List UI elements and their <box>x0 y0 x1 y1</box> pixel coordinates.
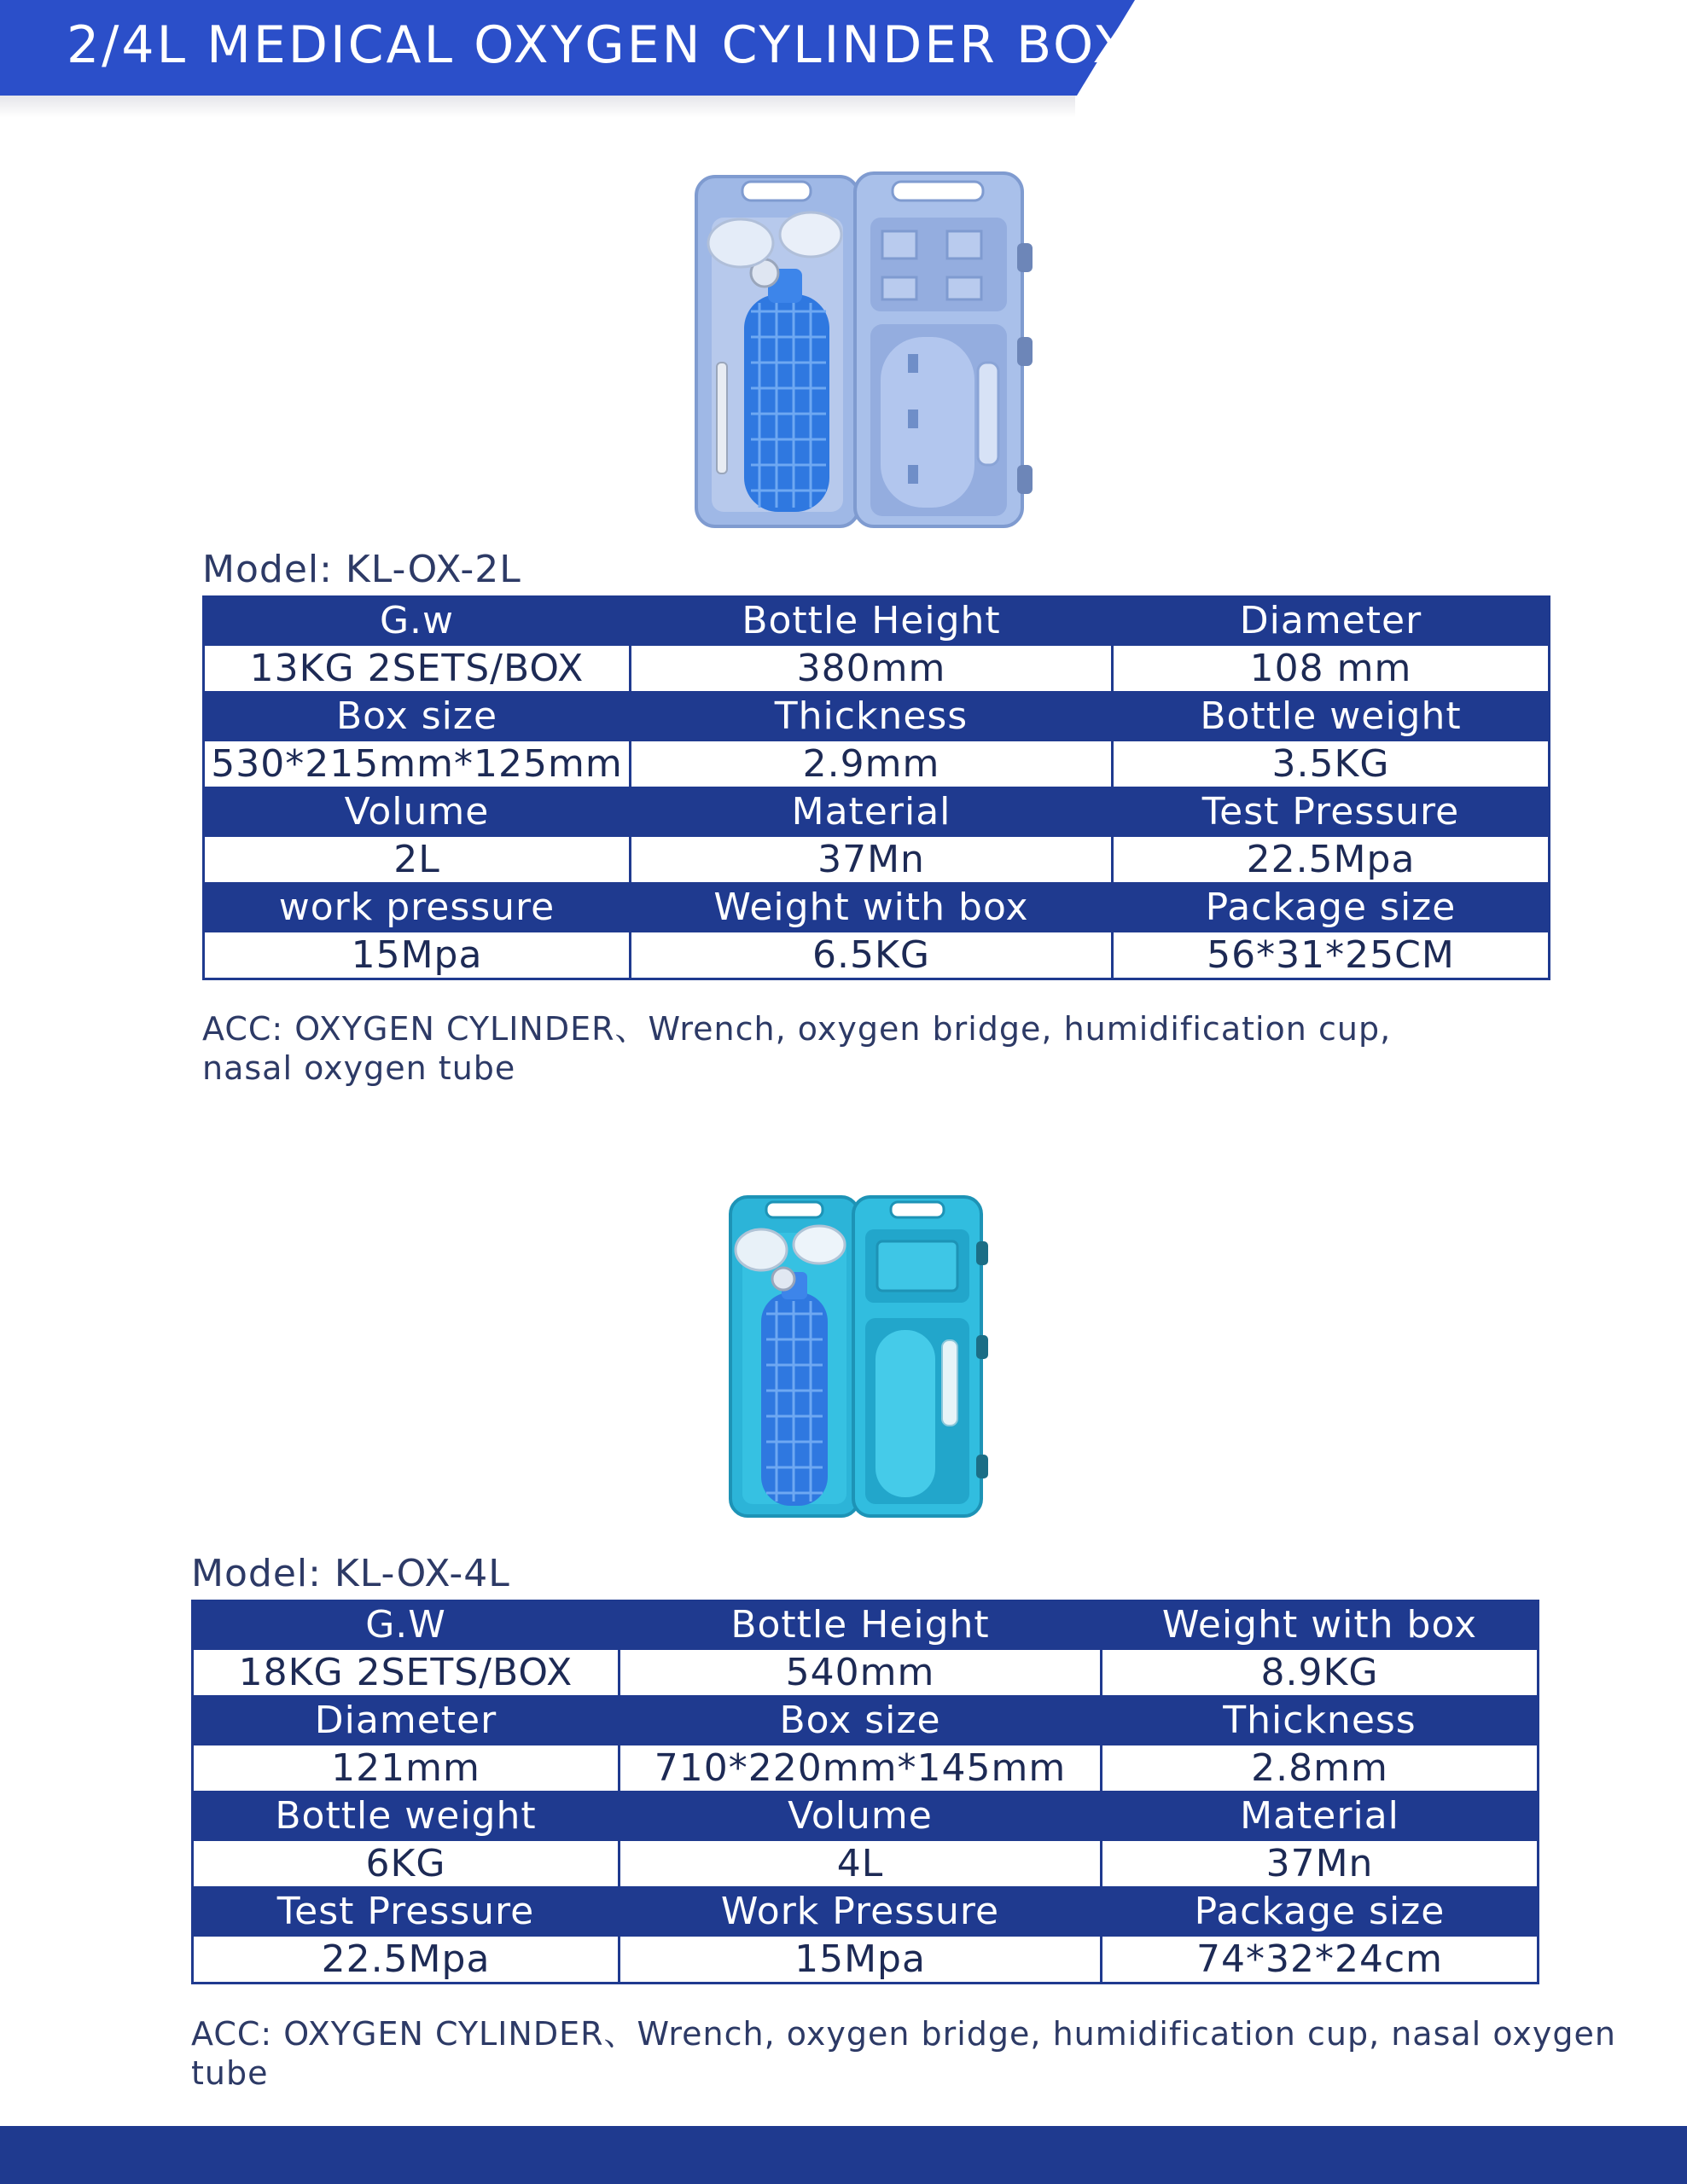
spec-value-row <box>193 1745 1539 1792</box>
spec-value-cell: 6.5KG <box>631 932 1113 979</box>
spec-value-cell: 74*32*24cm <box>1102 1936 1539 1984</box>
spec-value-cell: 530*215mm*125mm <box>204 741 631 788</box>
spec-header-cell: Bottle weight <box>1113 693 1550 741</box>
product-image-2l-case <box>691 166 1050 533</box>
spec-value-row <box>204 836 1550 884</box>
spec-header-cell: Diameter <box>193 1697 620 1745</box>
spec-header-row <box>204 597 1550 645</box>
spec-header-cell: Test Pressure <box>1113 788 1550 836</box>
spec-value-cell: 710*220mm*145mm <box>620 1745 1102 1792</box>
spec-table-2l <box>202 595 1550 980</box>
spec-value-cell: 108 mm <box>1113 645 1550 693</box>
spec-table-4l <box>191 1600 1539 1984</box>
spec-header-row <box>204 693 1550 741</box>
spec-value-cell: 18KG 2SETS/BOX <box>193 1649 620 1697</box>
spec-header-cell: work pressure <box>204 884 631 932</box>
spec-value-cell: 15Mpa <box>204 932 631 979</box>
spec-value-cell: 4L <box>620 1840 1102 1888</box>
spec-header-cell: Package size <box>1113 884 1550 932</box>
spec-header-cell: Weight with box <box>1102 1601 1539 1649</box>
spec-header-cell: G.w <box>204 597 631 645</box>
spec-value-row <box>204 645 1550 693</box>
case-2l-illustration <box>691 166 1050 533</box>
spec-value-cell: 37Mn <box>631 836 1113 884</box>
spec-header-cell: Bottle weight <box>193 1792 620 1840</box>
spec-header-cell: Package size <box>1102 1888 1539 1936</box>
spec-header-row <box>204 788 1550 836</box>
spec-value-cell: 540mm <box>620 1649 1102 1697</box>
spec-value-cell: 3.5KG <box>1113 741 1550 788</box>
spec-header-cell: Test Pressure <box>193 1888 620 1936</box>
spec-value-cell: 8.9KG <box>1102 1649 1539 1697</box>
model-label-2l: Model: KL-OX-2L <box>202 548 521 591</box>
spec-value-cell: 15Mpa <box>620 1936 1102 1984</box>
model-label-4l: Model: KL-OX-4L <box>191 1552 510 1595</box>
spec-header-cell: Work Pressure <box>620 1888 1102 1936</box>
spec-value-row <box>193 1936 1539 1984</box>
spec-value-cell: 2L <box>204 836 631 884</box>
spec-header-cell: Box size <box>620 1697 1102 1745</box>
spec-header-cell: Volume <box>204 788 631 836</box>
spec-value-cell: 121mm <box>193 1745 620 1792</box>
spec-value-row <box>204 932 1550 979</box>
spec-header-cell: Thickness <box>1102 1697 1539 1745</box>
page-title: 2/4L MEDICAL OXYGEN CYLINDER BOX <box>67 15 1131 75</box>
spec-header-cell: Thickness <box>631 693 1113 741</box>
accessories-line: ACC: OXYGEN CYLINDER、Wrench, oxygen bridge, humidification cup, nasal oxygen tube <box>191 2015 1616 2092</box>
spec-header-row <box>204 884 1550 932</box>
spec-value-cell: 22.5Mpa <box>193 1936 620 1984</box>
spec-header-cell: Volume <box>620 1792 1102 1840</box>
accessories-line: ACC: OXYGEN CYLINDER、Wrench, oxygen bridge, humidification cup, <box>202 1010 1392 1048</box>
header-shadow <box>0 96 1075 118</box>
product-image-4l-case <box>724 1190 997 1523</box>
spec-header-cell: Bottle Height <box>631 597 1113 645</box>
spec-header-row <box>193 1697 1539 1745</box>
spec-header-cell: G.W <box>193 1601 620 1649</box>
spec-value-cell: 2.8mm <box>1102 1745 1539 1792</box>
spec-value-row <box>204 741 1550 788</box>
spec-value-cell: 2.9mm <box>631 741 1113 788</box>
spec-value-cell: 380mm <box>631 645 1113 693</box>
spec-header-cell: Bottle Height <box>620 1601 1102 1649</box>
spec-header-cell: Box size <box>204 693 631 741</box>
spec-header-cell: Diameter <box>1113 597 1550 645</box>
spec-value-row <box>193 1649 1539 1697</box>
footer-bar <box>0 2126 1687 2184</box>
case-4l-illustration <box>724 1190 997 1523</box>
accessories-text-2l <box>202 1009 1391 1088</box>
spec-value-cell: 56*31*25CM <box>1113 932 1550 979</box>
spec-value-cell: 22.5Mpa <box>1113 836 1550 884</box>
header-banner <box>0 0 1135 96</box>
spec-value-row <box>193 1840 1539 1888</box>
spec-header-cell: Material <box>1102 1792 1539 1840</box>
spec-header-row <box>193 1792 1539 1840</box>
accessories-text-4l <box>191 2014 1687 2093</box>
spec-value-cell: 6KG <box>193 1840 620 1888</box>
spec-header-row <box>193 1601 1539 1649</box>
spec-header-cell: Material <box>631 788 1113 836</box>
spec-header-cell: Weight with box <box>631 884 1113 932</box>
spec-value-cell: 37Mn <box>1102 1840 1539 1888</box>
spec-value-cell: 13KG 2SETS/BOX <box>204 645 631 693</box>
accessories-line: nasal oxygen tube <box>202 1049 516 1087</box>
spec-header-row <box>193 1888 1539 1936</box>
